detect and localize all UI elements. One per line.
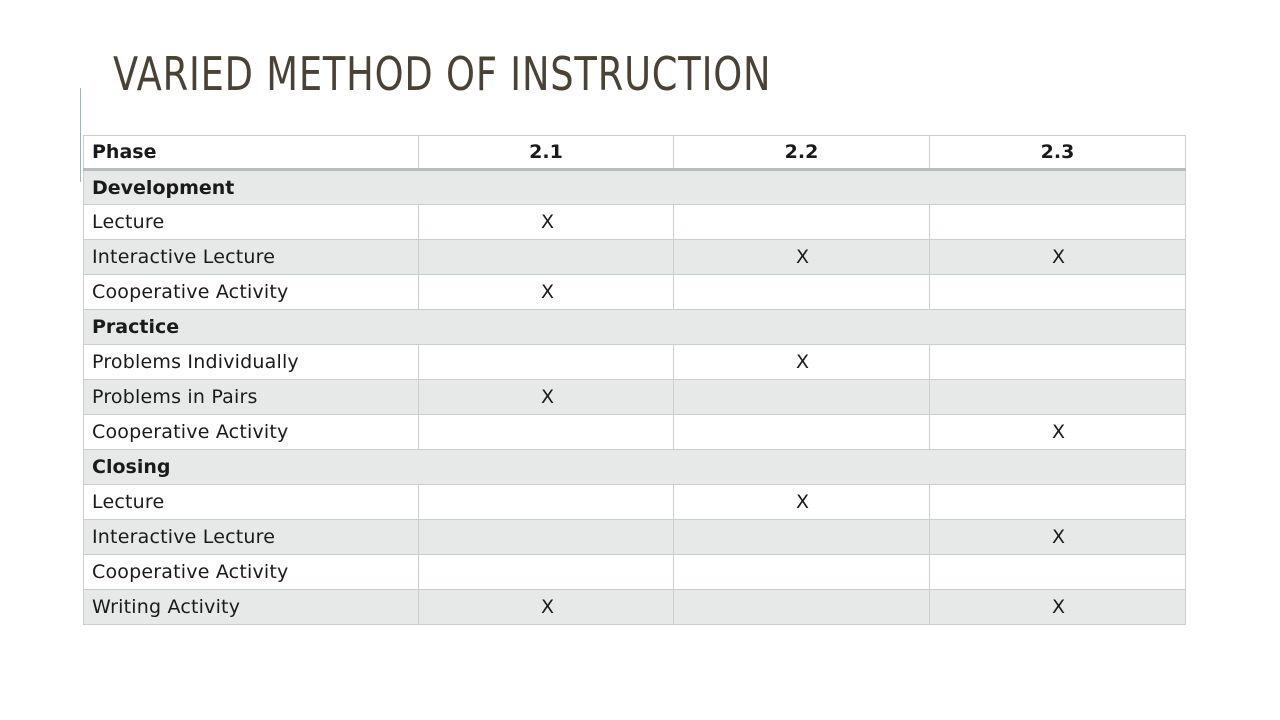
mark-cell-col-3: [930, 555, 1186, 590]
section-row-practice: [84, 310, 1186, 345]
mark-cell-col-2: [674, 205, 930, 240]
accent-line: [80, 88, 81, 182]
instruction-methods-table: [83, 135, 1186, 625]
table-row: [84, 590, 1186, 625]
mark-cell-col-1: X: [419, 590, 674, 625]
row-label: Interactive Lecture: [84, 520, 419, 555]
table-row: [84, 415, 1186, 450]
mark-cell-col-3: X: [930, 590, 1186, 625]
mark-cell-col-3: [930, 345, 1186, 380]
table-row: [84, 275, 1186, 310]
mark-cell-col-1: X: [419, 275, 674, 310]
mark-cell-col-2: X: [674, 345, 930, 380]
section-label: Closing: [84, 450, 1186, 485]
table-row: [84, 345, 1186, 380]
mark-cell-col-2: X: [674, 240, 930, 275]
row-label: Cooperative Activity: [84, 555, 419, 590]
mark-cell-col-2: [674, 415, 930, 450]
mark-cell-col-1: [419, 520, 674, 555]
table-row: [84, 240, 1186, 275]
row-label: Cooperative Activity: [84, 275, 419, 310]
mark-cell-col-3: [930, 380, 1186, 415]
mark-cell-col-1: [419, 345, 674, 380]
section-row-closing: [84, 450, 1186, 485]
mark-cell-col-1: [419, 415, 674, 450]
header-2-3: 2.3: [930, 136, 1186, 170]
row-label: Lecture: [84, 205, 419, 240]
table-header-row: [84, 136, 1186, 170]
row-label: Writing Activity: [84, 590, 419, 625]
mark-cell-col-3: X: [930, 240, 1186, 275]
row-label: Cooperative Activity: [84, 415, 419, 450]
mark-cell-col-3: X: [930, 520, 1186, 555]
slide-title: VARIED METHOD OF INSTRUCTION: [113, 47, 772, 101]
section-row-development: [84, 170, 1186, 205]
row-label: Problems Individually: [84, 345, 419, 380]
mark-cell-col-2: [674, 380, 930, 415]
row-label: Problems in Pairs: [84, 380, 419, 415]
header-2-1: 2.1: [419, 136, 674, 170]
table-row: [84, 520, 1186, 555]
mark-cell-col-3: [930, 205, 1186, 240]
mark-cell-col-2: [674, 275, 930, 310]
mark-cell-col-2: [674, 555, 930, 590]
mark-cell-col-3: [930, 485, 1186, 520]
table-row: [84, 485, 1186, 520]
table-body: [84, 170, 1186, 625]
mark-cell-col-2: X: [674, 485, 930, 520]
row-label: Lecture: [84, 485, 419, 520]
table-row: [84, 380, 1186, 415]
mark-cell-col-3: X: [930, 415, 1186, 450]
section-label: Development: [84, 170, 1186, 205]
table-row: [84, 555, 1186, 590]
header-2-2: 2.2: [674, 136, 930, 170]
mark-cell-col-1: [419, 555, 674, 590]
table-row: [84, 205, 1186, 240]
mark-cell-col-1: X: [419, 380, 674, 415]
section-label: Practice: [84, 310, 1186, 345]
row-label: Interactive Lecture: [84, 240, 419, 275]
instruction-table-container: [83, 135, 1185, 625]
mark-cell-col-2: [674, 590, 930, 625]
mark-cell-col-1: X: [419, 205, 674, 240]
header-phase: Phase: [84, 136, 419, 170]
mark-cell-col-3: [930, 275, 1186, 310]
mark-cell-col-1: [419, 485, 674, 520]
mark-cell-col-1: [419, 240, 674, 275]
mark-cell-col-2: [674, 520, 930, 555]
